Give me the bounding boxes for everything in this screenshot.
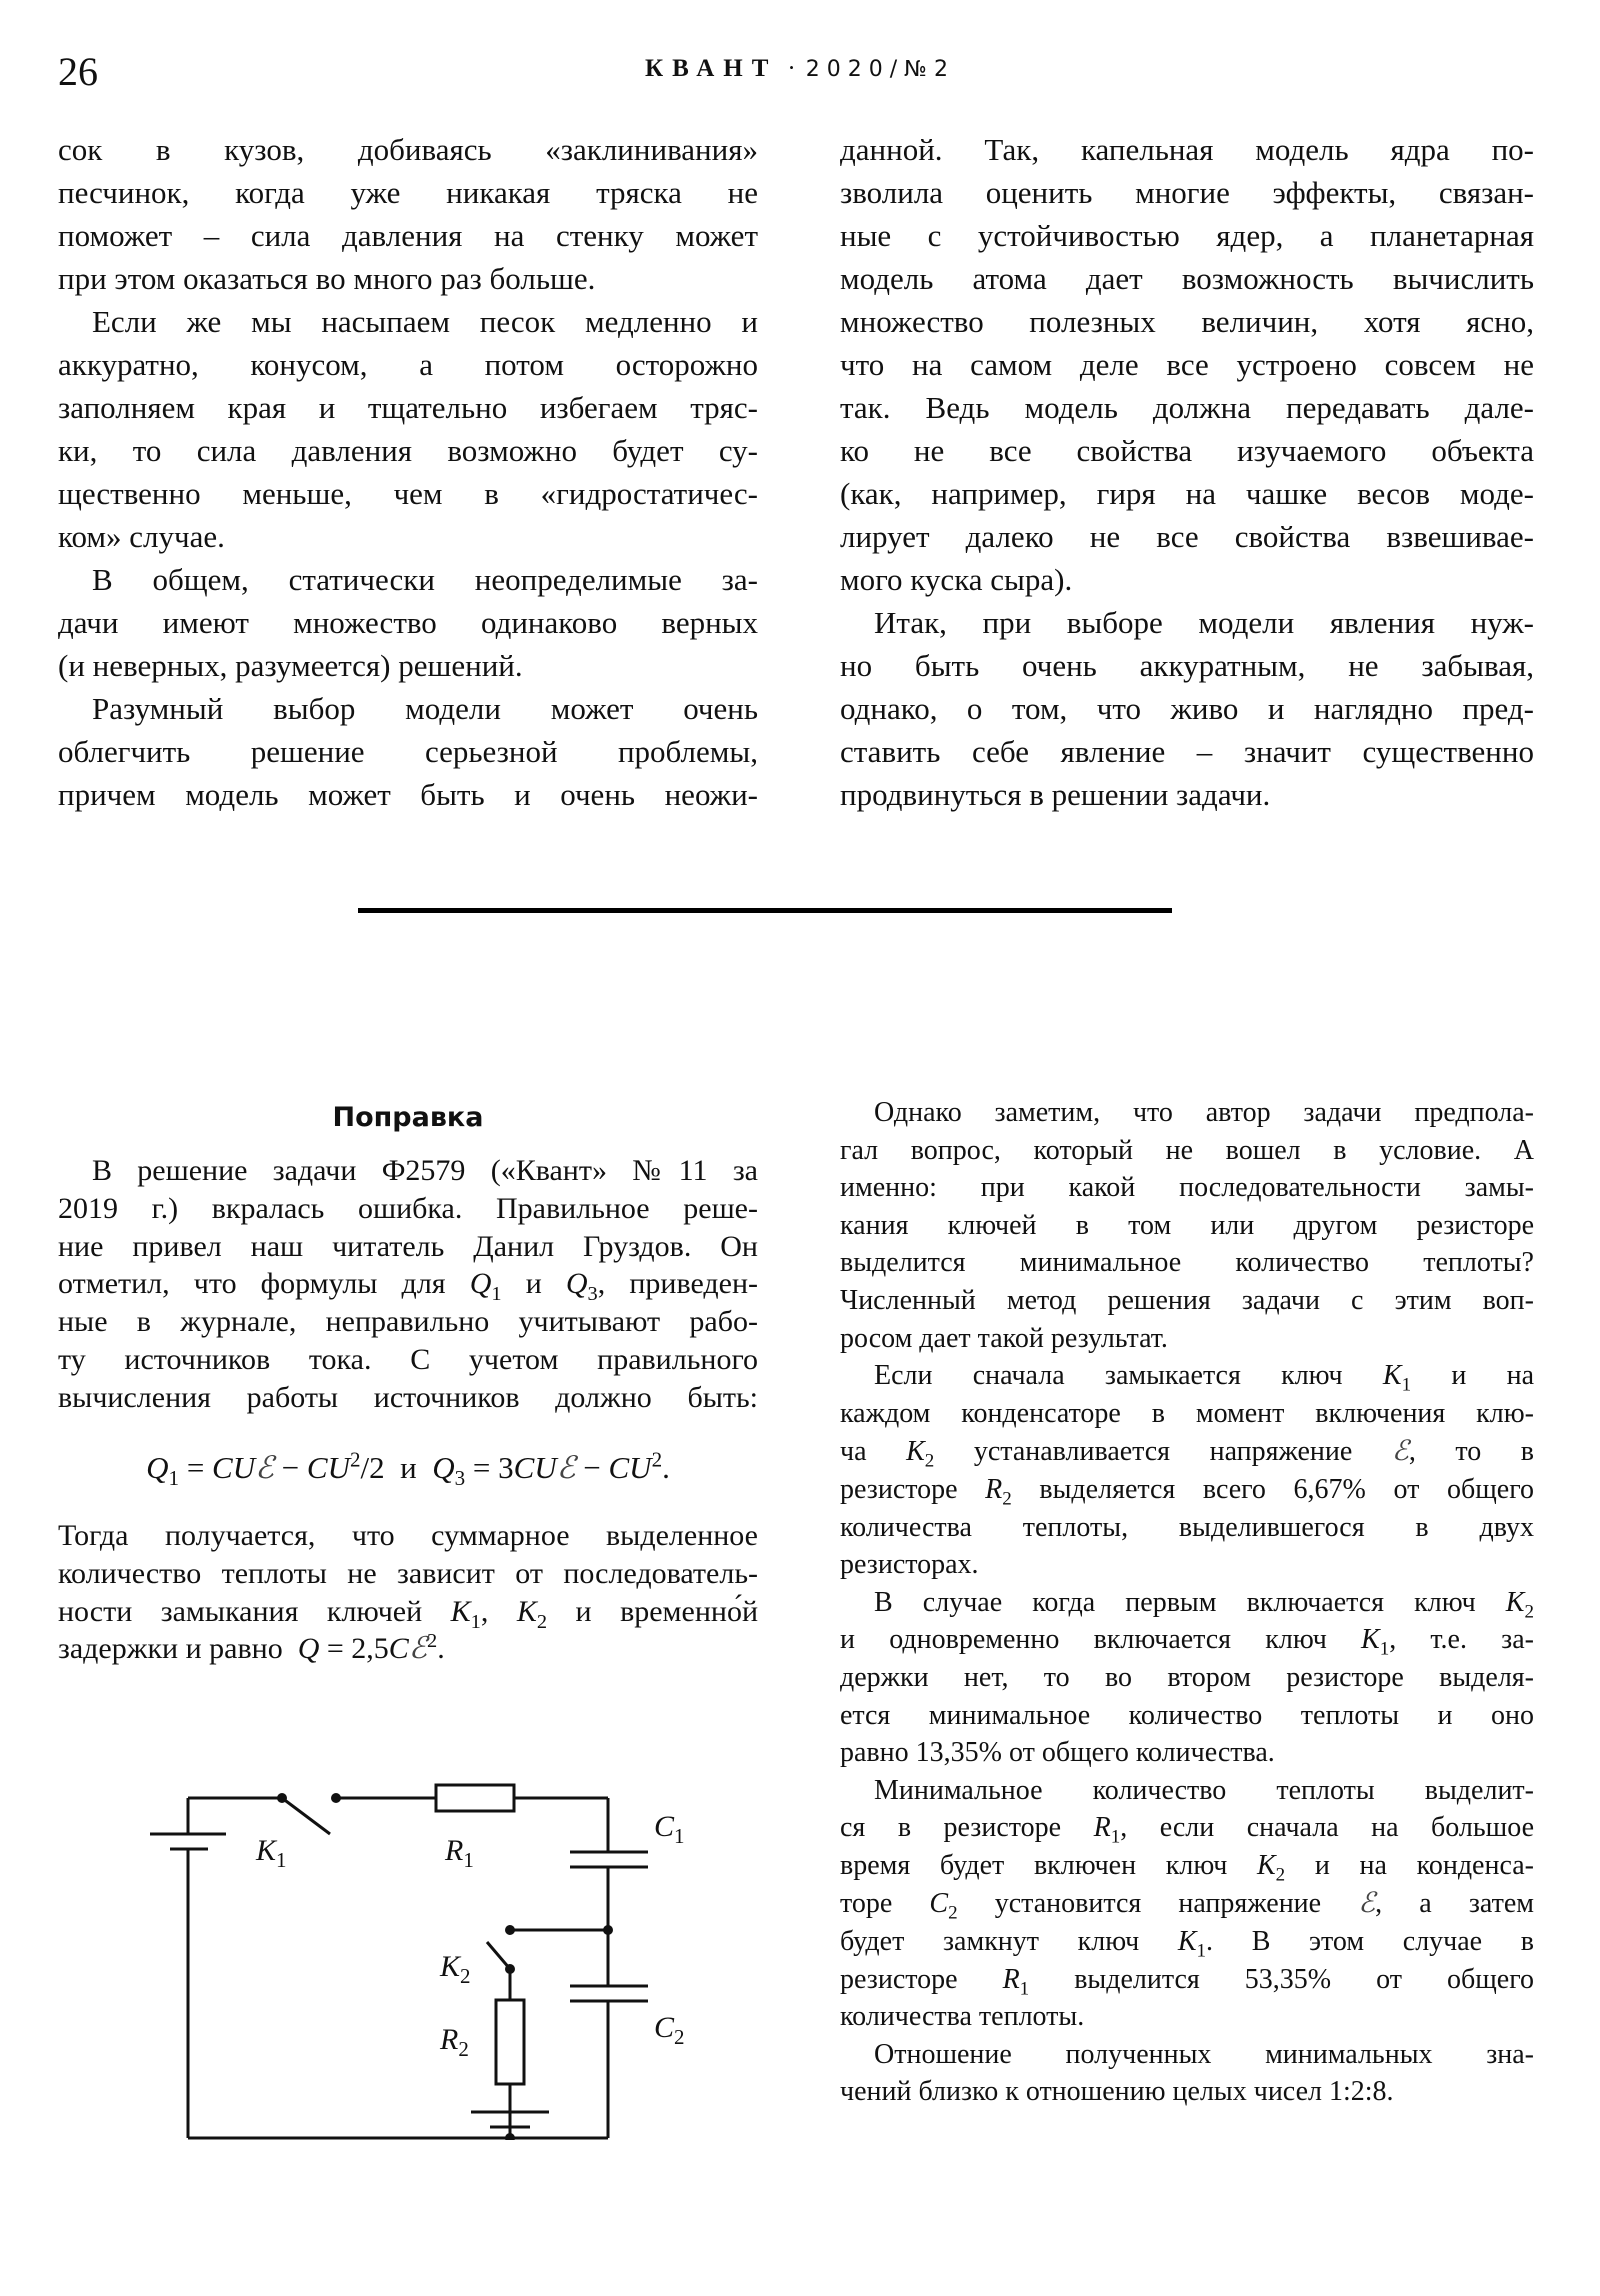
text-line: кания ключей в том или другом резисторе bbox=[840, 1209, 1534, 1241]
text-line: (и неверных, разумеется) решений. bbox=[58, 648, 523, 683]
text-line: множество полезных величин, хотя ясно, bbox=[840, 304, 1534, 339]
text-line: сок в кузов, добиваясь «заклинивания» bbox=[58, 132, 758, 167]
magazine-title: КВАНТ bbox=[644, 55, 778, 82]
text-line: Итак, при выборе модели явления нуж- bbox=[874, 605, 1534, 640]
text-line: облегчить решение серьезной проблемы, bbox=[58, 734, 758, 769]
correction-right-column bbox=[840, 1094, 1534, 2111]
text-line: ется минимальное количество теплоты и оно bbox=[840, 1699, 1534, 1731]
header-separator: · bbox=[787, 55, 796, 82]
text-line: данной. Так, капельная модель ядра по- bbox=[840, 132, 1534, 167]
circuit-diagram bbox=[140, 1760, 700, 2140]
text-line: Численный метод решения задачи с этим воп- bbox=[840, 1284, 1534, 1316]
text-line: В решение задачи Ф2579 («Квант» №11 за bbox=[92, 1154, 758, 1187]
text-line: вычисления работы источников должно быть: bbox=[58, 1380, 758, 1414]
text-line: отметил, что формулы для $Q_1$ и $Q_3$, приведен- bbox=[58, 1267, 758, 1304]
text-line: количества теплоты. bbox=[840, 2001, 1085, 2033]
correction-left-para-1 bbox=[58, 1152, 758, 1417]
running-head bbox=[0, 52, 1600, 87]
correction-title: Поправка bbox=[332, 1102, 484, 1133]
text-line: при этом оказаться во много раз больше. bbox=[58, 261, 596, 296]
label-r1: $R_1$ bbox=[445, 1834, 474, 1872]
issue-number: 2020/№2 bbox=[805, 57, 955, 82]
text-line: выделится минимальное количество теплоты? bbox=[840, 1247, 1534, 1279]
text-line: 2019 г.) вкралась ошибка. Правильное реше- bbox=[58, 1191, 758, 1225]
text-line: Минимальное количество теплоты выделит- bbox=[874, 1774, 1534, 1806]
text-line: и одновременно включается ключ $K_1$, т.е. за- bbox=[840, 1624, 1534, 1659]
page-number: 26 bbox=[58, 49, 98, 94]
section-divider bbox=[358, 908, 1172, 913]
text-line: Однако заметим, что автор задачи предпола- bbox=[874, 1097, 1534, 1128]
text-line: ние привел наш читатель Данил Груздов. Он bbox=[58, 1229, 758, 1263]
text-line: равно 13,35% от общего количества. bbox=[840, 1737, 1275, 1769]
text-line: что на самом деле все устроено совсем не bbox=[840, 347, 1534, 382]
text-line: Если сначала замыкается ключ $K_1$ и на bbox=[874, 1360, 1534, 1395]
text-line: каждом конденсаторе в момент включения клю- bbox=[840, 1397, 1534, 1429]
text-line: задержки и равно Q = 2,5Cℰ$^2$. bbox=[58, 1630, 445, 1667]
text-line: поможет – сила давления на стенку может bbox=[58, 218, 758, 253]
text-line: ко не все свойства изучаемого объекта bbox=[840, 433, 1534, 468]
text-line: ности замыкания ключей $K_1$, $K_2$ и временно́й bbox=[58, 1594, 758, 1631]
text-line: щественно меньше, чем в «гидростатичес- bbox=[58, 476, 758, 511]
label-k2: $K_2$ bbox=[440, 1950, 471, 1988]
text-line: росом дает такой результат. bbox=[840, 1322, 1168, 1354]
text-line: ча $K_2$ устанавливается напряжение ℰ, то в bbox=[840, 1434, 1534, 1471]
text-line: (как, например, гиря на чашке весов моде- bbox=[840, 476, 1534, 511]
text-line: время будет включен ключ $K_2$ и на конденса- bbox=[840, 1849, 1534, 1885]
text-line: ся в резисторе $R_1$, если сначала на большое bbox=[840, 1812, 1534, 1847]
text-line: гал вопрос, который не вошел в условие. А bbox=[840, 1134, 1534, 1166]
text-line: держки нет, то во втором резисторе выделя- bbox=[840, 1661, 1534, 1693]
circuit-schematic-icon bbox=[140, 1760, 700, 2140]
label-c2: $C_2$ bbox=[654, 2011, 685, 2049]
text-line: количества теплоты, выделившегося в двух bbox=[840, 1511, 1534, 1543]
text-line: Тогда получается, что суммарное выделенное bbox=[58, 1519, 758, 1552]
text-line: однако, о том, что живо и наглядно пред- bbox=[840, 691, 1534, 726]
text-line: зволила оценить многие эффекты, связан- bbox=[840, 175, 1534, 210]
text-line: мого куска сыра). bbox=[840, 562, 1073, 597]
text-line: В случае когда первым включается ключ $K_2$ bbox=[874, 1586, 1534, 1622]
text-line: дачи имеют множество одинаково верных bbox=[58, 605, 758, 640]
text-line: резисторах. bbox=[840, 1549, 979, 1581]
text-line: Если же мы насыпаем песок медленно и bbox=[92, 304, 758, 339]
text-line: В общем, статически неопределимые за- bbox=[92, 562, 758, 597]
correction-left-para-2 bbox=[58, 1517, 758, 1668]
text-line: аккуратно, конусом, а потом осторожно bbox=[58, 347, 758, 382]
text-line: ные в журнале, неправильно учитывают рабо- bbox=[58, 1305, 758, 1339]
text-line: заполняем края и тщательно избегаем тряс- bbox=[58, 390, 758, 425]
text-line: именно: при какой последовательности замы- bbox=[840, 1172, 1534, 1204]
text-line: Разумный выбор модели может очень bbox=[92, 691, 758, 726]
text-line: ком» случае. bbox=[58, 519, 225, 554]
text-line: Отношение полученных минимальных зна- bbox=[874, 2038, 1534, 2070]
text-line: модель атома дает возможность вычислить bbox=[840, 261, 1534, 296]
text-line: количество теплоты не зависит от последователь- bbox=[58, 1556, 758, 1590]
text-line: так. Ведь модель должна передавать дале- bbox=[840, 390, 1534, 425]
text-line: ные с устойчивостью ядер, а планетарная bbox=[840, 218, 1534, 253]
text-line: лирует далеко не все свойства взвешивае- bbox=[840, 519, 1534, 554]
text-line: ставить себе явление – значит существенно bbox=[840, 734, 1534, 769]
label-c1: $C_1$ bbox=[654, 1810, 685, 1848]
text-line: ки, то сила давления возможно будет су- bbox=[58, 433, 758, 468]
text-line: торе $C_2$ установится напряжение ℰ, а затем bbox=[840, 1886, 1534, 1924]
text-line: чений близко к отношению целых чисел 1:2:8. bbox=[840, 2076, 1394, 2108]
text-line: резисторе $R_1$ выделится 53,35% от общего bbox=[840, 1963, 1534, 1999]
text-line: будет замкнут ключ $K_1$. В этом случае в bbox=[840, 1926, 1534, 1961]
text-line: ту источников тока. С учетом правильного bbox=[58, 1342, 758, 1376]
top-left-column bbox=[58, 128, 758, 816]
text-line: причем модель может быть и очень неожи- bbox=[58, 777, 758, 812]
text-line: но быть очень аккуратным, не забывая, bbox=[840, 648, 1534, 683]
top-right-column bbox=[840, 128, 1534, 816]
text-line: продвинуться в решении задачи. bbox=[840, 777, 1271, 812]
formula-q1-q3: $Q_1$ = CUℰ − $CU^2/2$ и $Q_3$ = 3CUℰ − $CU^2$. bbox=[146, 1447, 670, 1491]
label-r2: $R_2$ bbox=[440, 2023, 469, 2061]
text-line: песчинок, когда уже никакая тряска не bbox=[58, 175, 758, 210]
text-line: резисторе $R_2$ выделяется всего 6,67% от общего bbox=[840, 1473, 1534, 1509]
label-k1: $K_1$ bbox=[256, 1834, 287, 1872]
